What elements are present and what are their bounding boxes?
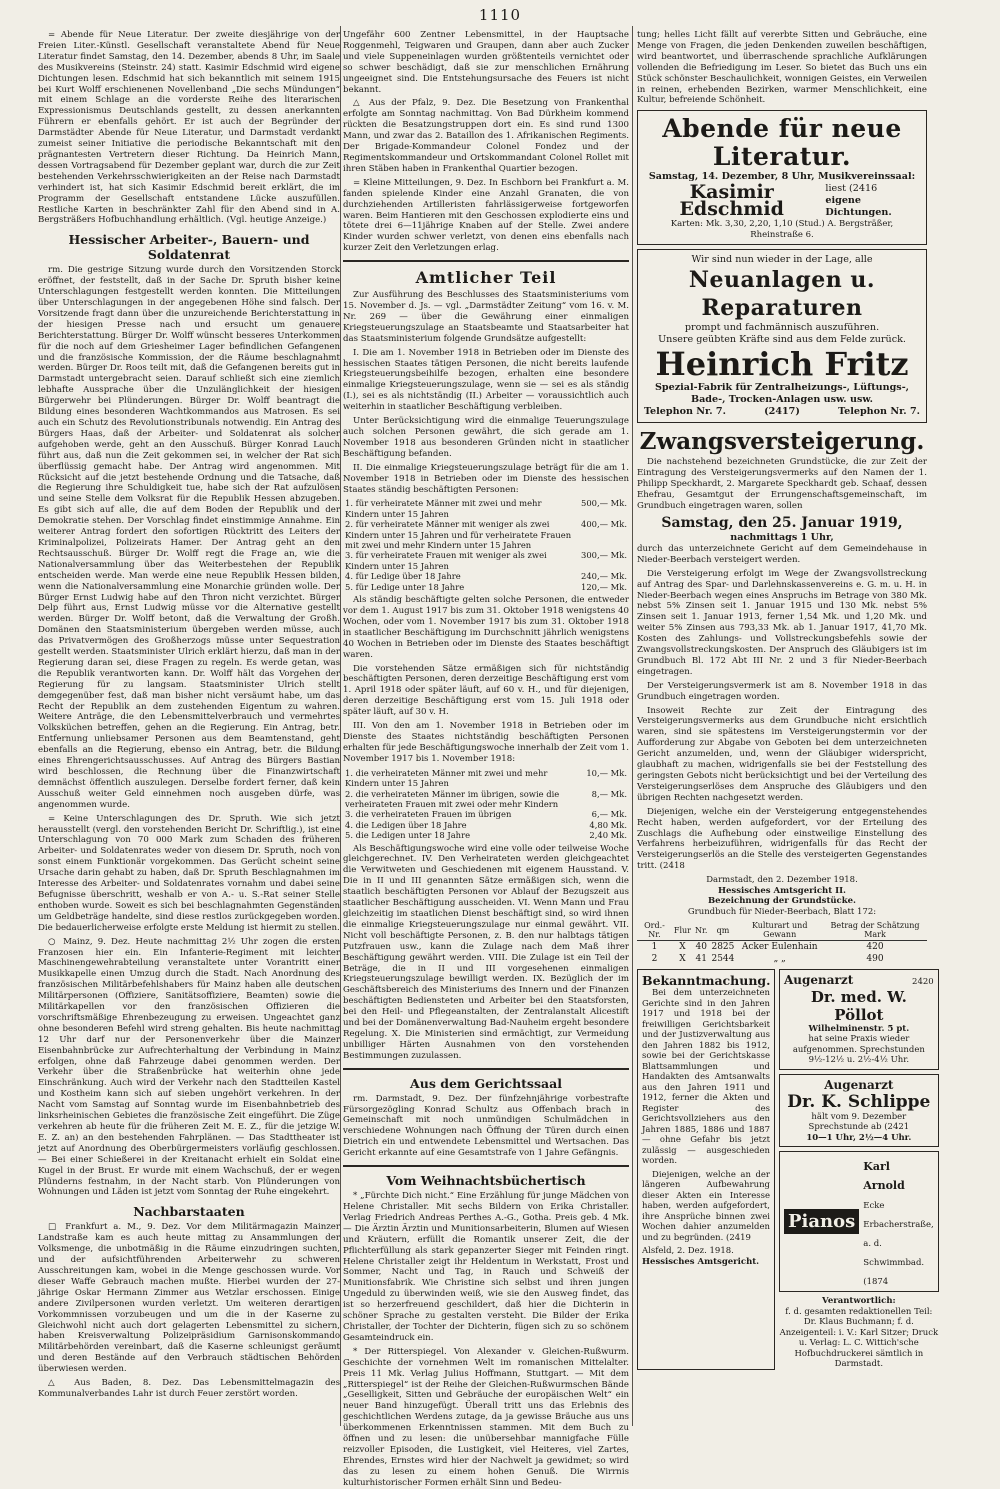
table-row: 5. für Ledige unter 18 Jahre 120,— Mk. bbox=[345, 581, 627, 592]
ad-literature-evening bbox=[637, 110, 927, 245]
ad-text: Diejenigen, welche an der längeren Aufbewahrung dieser Akten ein Interesse haben, werden aufgefordert, ihre Ansprüche binnen zwei Wochen dahier anzumelden und zu begründen. (2419 bbox=[642, 1169, 770, 1243]
article-pfalz: △ Aus der Pfalz, 9. Dez. Die Besetzung von Frankenthal erfolgte am Sonntag nachmittag. Von Bad Dürkheim kommend rückten die Besatzungstruppen dort ein. Es sind rund 1300 Mann, und zwar das 2. Bataillon des 1. Afrikanischen Regiments. Der Brigade-Kommandeur Colonel Fondez und der Regimentskommandeur und Ortskommandant Colonel Rollet mit ihren Stäben haben in Frankenthal Quartier bezogen. bbox=[343, 98, 629, 174]
article-spruth: = Keine Unterschlagungen des Dr. Spruth. Wie sich jetzt herausstellt (vergl. den vorstehenden Bericht Dr. Schriftlig.), ist eine Unterschlagung von 70 000 Mark zum Schaden des früheren Arbeiter- und Soldatenrates weder von diesem Dr. Spruth, noch von sonst einem Funktionär vorgekommen. Das Gerücht scheint seine Ursache darin gehabt zu haben, daß Dr. Spruth Beschlagnahmen im Interesse des Arbeiter- und Soldatenrates vornahm und dabei seine Befugnisse überschritt, weshalb er von A.- u. S.-Rat seiner Stelle enthoben wurde. Soweit es sich bei beschlagnahmten Gegenständen um Geldbeträge handelte, sind diese restlos zurückgegeben worden. Die bedauerlicherweise erfolgte erste Meldung ist hiermit zu stellen. bbox=[38, 813, 340, 933]
ad-phone: Telephon Nr. 7. bbox=[644, 406, 726, 418]
pianos-label: Pianos bbox=[784, 1209, 859, 1234]
ad-grundbuch: Grundbuch für Nieder-Beerbach, Blatt 172: bbox=[687, 906, 877, 917]
ad-text: durch das unterzeichnete Gericht auf dem Gemeindehause in Nieder-Beerbach versteigert werden. bbox=[637, 543, 927, 565]
table-row: 2 X 41 2544 „ „ 490 bbox=[651, 954, 884, 965]
page-number: 1110 bbox=[478, 6, 522, 24]
doctor-address: Wilhelminenstr. 5 pt. bbox=[808, 1023, 910, 1034]
table-row: 2. die verheirateten Männer im übrigen, sowie die verheirateten Frauen mit zwei oder mehr Kindern 8,— Mk. bbox=[345, 788, 627, 809]
ad-title: Augenarzt bbox=[824, 1077, 894, 1092]
plot-table: Ord.-Nr. Flur Nr. qm Kulturart und Gewann Betrag der Schätzung Mark 1 X 40 2825 Acker Eulenhain 420 2 X 41 2544 „ „ 490 bbox=[637, 920, 927, 965]
ad-title: Bekanntmachung. bbox=[642, 973, 771, 989]
imprint bbox=[779, 1296, 939, 1370]
auction-time: nachmittags 1 Uhr, bbox=[730, 531, 834, 543]
article-court: rm. Darmstadt, 9. Dez. Der fünfzehnjährige vorbestrafte Fürsorgezögling Konrad Schultz aus Offenbach brach in Gemeinschaft mit noch unmündigen Schulmädchen in verschiedene Wohnungen nach Öffnung der Türen durch einen Dietrich ein und entwendete Lebensmittel und Wertsachen. Das Gericht erkannte auf eine Gesamtstrafe von 1 Jahre Gefängnis. bbox=[343, 1093, 629, 1159]
ad-augenarzt-schlippe bbox=[779, 1074, 939, 1148]
ad-bekanntmachung bbox=[637, 969, 775, 1370]
book-review-2: * Der Ritterspiegel. Von Alexander v. Gleichen-Rußwurm. Geschichte der vornehmen Welt im romanischen Mittelalter. Preis 11 Mk. Verlag Julius Hoffmann, Stuttgart. — Mit dem „Ritterspiegel“ ist der Reihe der Gleichen-Rußwurmschen Bände „Geselligkeit, Sitten und Gebräuche der europäischen Welt“ ein neuer Band hinzugefügt. Überall tritt uns das Erlebnis des geschichtlichen Werdens zutage, da ja gewisse Bräuche aus uns überkommenen Erkenntnissen stammen. Mit dem Buch zu öffnen und zu lesen: die unübersehbar mannigfache Fülle reizvoller Episoden, die Lustigkeit, viel Heiteres, viel Zartes, Ehrendes, Ernstes wird hier der Nachwelt ja gewidmet; so wird das zu lesen zu einem hohen Genuß. Die Wirrnis kulturhistorischer Formen erhält Sinn und Bedeu- bbox=[343, 1346, 629, 1488]
table-row: 3. die verheirateten Frauen im übrigen 6,— Mk. bbox=[345, 809, 627, 820]
ad-specialty: Spezial-Fabrik für Zentralheizungs-, Lüftungs-, Bade-, Trocken-Anlagen usw. usw. bbox=[654, 382, 910, 406]
column-2 bbox=[343, 30, 630, 1488]
column-divider bbox=[632, 26, 633, 1426]
table-row: 4. für Ledige über 18 Jahre 240,— Mk. bbox=[345, 571, 627, 582]
ad-subheading: Bezeichnung der Grundstücke. bbox=[707, 896, 856, 907]
bottom-ads bbox=[637, 969, 939, 1370]
table-row: 5. die Ledigen unter 18 Jahre 2,40 Mk. bbox=[345, 830, 627, 841]
ad-company-name: Heinrich Fritz bbox=[655, 345, 909, 384]
article-baden: △ Aus Baden, 8. Dez. Das Lebensmittelmagazin des Kommunalverbandes Lahr ist durch Feuer zerstört worden. bbox=[38, 1378, 340, 1399]
ad-title: Augenarzt bbox=[784, 973, 854, 988]
section-rule bbox=[343, 1068, 629, 1070]
ad-code: (2417) bbox=[764, 406, 800, 418]
section-rule bbox=[343, 1165, 629, 1167]
rates-table-permanent bbox=[343, 498, 629, 592]
ad-text: Der Versteigerungsvermerk ist am 8. November 1918 in das Grundbuch eingetragen worden. bbox=[637, 680, 927, 702]
heading-nachbarstaaten: Nachbarstaaten bbox=[133, 1204, 245, 1220]
column-1 bbox=[38, 30, 340, 1422]
ad-intro: Wir sind nun wieder in der Lage, alle bbox=[691, 254, 873, 266]
official-section-1: I. Die am 1. November 1918 in Betrieben oder im Dienste des hessischen Staates tätigen Personen, die nicht bereits laufende Kriegsteuerungsbeihilfe bezogen, erhalten eine besondere einmalige Kriegsteuerungszulage, wenn sie — sei es als ständig (I.), sei es als nichtständig (II.) Arbeiter — voraussichtlich auch weiterhin in staatlicher Beschäftigung verbleiben. bbox=[343, 347, 629, 413]
official-sections-4-10: Als Beschäftigungswoche wird eine volle oder teilweise Woche gleichgerechnet. IV. Den Verheirateten werden gleichgeachtet die Verwitweten und Geschiedenen mit eigenem Hausstand. V. Die in II und III genannten Sätze ermäßigen sich, wenn die staatlich beschäftigten Personen vor Ablauf der Bezugszeit aus staatlicher Beschäftigung ausscheiden. VI. Wenn Mann und Frau gleichzeitig im staatlichen Dienst beschäftigt sind, so wird ihnen die einmalige Kriegsteuerungszulage nur einmal gewährt. VII. Nicht voll beschäftigte Personen, z. B. den nur halbtags tätigen Putzfrauen usw., kann die Zulage nach dem Maß ihrer Beschäftigung gewährt werden. VIII. Die Zulage ist ein Teil der Beträge, die in II und III vorgesehenen einmaligen Kriegsteuerungszulage bewilligt werden. IX. Bezüglich der im Geschäftsbereich des Ministeriums des Innern und der Finanzen beschäftigten Bediensteten und Arbeiter bei den Staatsforsten, bei den Heil- und Pflegeanstalten, der Zentralanstalt Alicestift und bei der Domänenverwaltung Bad-Nauheim ergeht besondere Regelung. X. Die Ministerien sind ermächtigt, zur Vermeidung unbilliger Härten Ausnahmen von den vorstehenden Bestimmungen zuzulassen. bbox=[343, 843, 629, 1061]
heading-amtlicher-teil: Amtlicher Teil bbox=[415, 268, 557, 288]
ad-line: Unsere geübten Kräfte sind aus dem Felde zurück. bbox=[658, 334, 906, 346]
ad-reads: liest (2416 bbox=[825, 183, 878, 195]
book-review-1: * „Fürchte Dich nicht.“ Eine Erzählung für junge Mädchen von Helene Christaller. Mit sechs Bildern von Erika Christaller. Verlag Friedrich Andreas Perthes A.-G., Gotha. Preis geb. 4 Mk. — Die Ärztin Ärztin und Munitionsarbeiterin, Blumen auf Wiesen und Kräutern, erfüllt die Romantik unserer Zeit, die der Pflichterfüllung als stark gepanzerter Sieger mit Feinden ringt. Helene Christaller zeigt ihr Heldentum in Werkstatt, Frost und Sommer, Nacht und Tag, in Rauch und Schweiß der Munitionsfabrik. Wie Christine sich selbst und ihren jungen Ungeduld zu überwinden weiß, wie sie den Ausweg findet, das ist so herzerfreuend geschildert, daß hier die Dichterin in schöner Sprache zu gestalten versteht. Die Bilder der Erika Christaller, der Tochter der Dichterin, fügen sich zu so schönem Gesamteindruck ein. bbox=[343, 1191, 629, 1343]
official-section-2: II. Die einmalige Kriegsteuerungszulage beträgt für die am 1. November 1918 in Betrieben oder im Dienste des hessischen Staates ständig beschäftigten Personen: bbox=[343, 462, 629, 495]
heading-gerichtssaal: Aus dem Gerichtssaal bbox=[410, 1075, 562, 1091]
official-section-1b: Unter Berücksichtigung wird die einmalige Teuerungszulage auch solchen Personen gewährt, die sich gerade am 1. November 1918 aus besonderen Gründen nicht in staatlicher Beschäftigung befanden. bbox=[343, 416, 629, 459]
article-baden-cont: Ungefähr 600 Zentner Lebensmittel, in der Hauptsache Roggenmehl, Teigwaren und Graupen, dann aber auch Zucker und viele Suppeneinlagen wurden größtenteils vernichtet oder so schwer beschädigt, daß sie zur menschlichen Ernährung ungeeignet sind. Die Entstehungsursache des Feuers ist nicht bekannt. bbox=[343, 30, 629, 95]
rates-table-weekly bbox=[343, 768, 629, 841]
ad-augenarzt-poellot bbox=[779, 969, 939, 1070]
ad-phone: Telephon Nr. 7. bbox=[838, 406, 920, 418]
table-row: 2. für verheiratete Männer mit weniger als zwei Kindern unter 15 Jahren und für verheiratete Frauen mit zwei und mehr Kindern unter 15 Jahren 400,— Mk. bbox=[345, 519, 627, 551]
imprint-text: f. d. gesamten redaktionellen Teil: Dr. Klaus Buchmann; f. d. Anzeigenteil: i. V.: Karl Sitzer; Druck u. Verlag: L. C. Wittich'sche Hofbuchdruckerei sämtlich in Darmstadt. bbox=[779, 1306, 939, 1370]
ad-title: Neuanlagen u. Reparaturen bbox=[688, 267, 876, 322]
doctor-note: hält vom 9. Dezember Sprechstunde ab (2421 bbox=[808, 1111, 910, 1133]
ad-text: Die Versteigerung erfolgt im Wege der Zwangsvollstreckung auf Antrag des Spar- und Darlehnskassenvereins e. G. m. u. H. in Nieder-Beerbach wegen eines Anspruchs im Betrage von 380 Mk. nebst 5% Zinsen seit 1. Januar 1915 und 130 Mk. nebst 5% Zinsen seit 1. Januar 1913, ferner 1,54 Mk. und 1,20 Mk. und weiter 5% Zinsen aus 793,33 Mk. ab 1. Januar 1917, 41,70 Mk. Kosten des Zahlungs- und Vollstreckungsbefehls sowie der Zwangsvollstreckungskosten. Der Anspruch des Gläubigers ist im Grundbuch Bl. 172 Abt III Nr. 2 und 3 für Nieder-Beerbach eingetragen. bbox=[637, 568, 927, 677]
table-row: 4. die Ledigen über 18 Jahre 4,80 Mk. bbox=[345, 819, 627, 830]
ad-court: Hessisches Amtsgericht. bbox=[642, 1256, 760, 1267]
ad-works: eigene Dichtungen. bbox=[825, 195, 892, 219]
table-row: 3. für verheiratete Frauen mit weniger als zwei Kindern unter 15 Jahren 300,— Mk. bbox=[345, 550, 627, 571]
article-kleine-mitteilungen: = Kleine Mitteilungen, 9. Dez. In Eschborn bei Frankfurt a. M. fanden spielende Kinder eine Anzahl Granaten, die von durchziehenden Artilleristen fahrlässigerweise fortgeworfen waren. Beim Hantieren mit den Geschossen explodierte eins und tötete drei 6—11jährige Knaben auf der Stelle. Zwei andere Kinder wurden schwer verletzt, von denen eins ebenfalls nach kurzer Zeit den Verletzungen erlag. bbox=[343, 177, 629, 254]
auction-date: Samstag, den 25. Januar 1919, bbox=[661, 514, 903, 531]
table-row: 1 X 40 2825 Acker Eulenhain 420 bbox=[651, 942, 884, 953]
article-frankfurt: □ Frankfurt a. M., 9. Dez. Vor dem Militärmagazin Mainzer Landstraße kam es auch heute mittag zu Ansammlungen der Volksmenge, die unbotmäßig in die Räume einzudringen suchten, und der aufsichtführenden Arbeiterwehr zu schweren Ausschreitungen kam, wobei in die Menge geschossen wurde. Vor dieser Waffe Gebrauch machen mußte. Hierbei wurden der 27-jährige Oskar Hermann Zimmer aus Wetzlar erschossen. Einige andere Zivilpersonen wurden verletzt. Um weiteren derartigen Vorkommnissen vorzubeugen und um die in der Kaserne zu Gleichwohl nicht auch dort gelagerten Lebensmittel zu sichern, haben Kreisverwaltung Polizeipräsidium Garnisonskommando Militärbehörden vereinbart, daß die Kaserne schleunigst geräumt und deren Bestände auf den Verbrauch städtischen Behörden überwiesen werden. bbox=[38, 1222, 340, 1375]
doctor-name: Dr. med. W. Pöllot bbox=[810, 987, 907, 1024]
heading-soldatenrat: Hessischer Arbeiter-, Bauern- und Soldatenrat bbox=[68, 232, 310, 263]
ad-author: Kasimir Edschmid bbox=[679, 181, 784, 221]
ad-text: Die nachstehend bezeichneten Grundstücke, die zur Zeit der Eintragung des Versteigerungsvermerks auf den Namen der 1. Philipp Speckhardt, 2. Margarete Speckhardt geb. Schaaf, dessen Ehefrau, Gesamtgut der Errungenschaftsgemeinschaft, im Grundbuch eingetragen waren, sollen bbox=[637, 457, 927, 511]
ad-court: Hessisches Amtsgericht II. bbox=[717, 885, 847, 896]
official-reduction: Die vorstehenden Sätze ermäßigen sich für nichtständig beschäftigten Personen, deren derzeitige Beschäftigung erst vom 1. April 1918 oder später läuft, auf 60 v. H., und für diejenigen, deren derzeitige Beschäftigung erst vom 15. Juli 1918 oder später läuft, auf 30 v. H. bbox=[343, 663, 630, 718]
heading-weihnachtsbuecher: Vom Weihnachtsbüchertisch bbox=[386, 1173, 586, 1189]
column-3 bbox=[637, 30, 939, 1422]
ad-line: prompt und fachmännisch auszuführen. bbox=[684, 322, 880, 334]
piano-dealer-address: Ecke Erbacherstraße, a. d. Schwimmbad. (1874 bbox=[863, 1201, 934, 1288]
right-ad-stack bbox=[779, 969, 939, 1370]
article-mainz: ○ Mainz, 9. Dez. Heute nachmittag 2½ Uhr zogen die ersten Franzosen hier ein. Ein Infanterie-Regiment mit leichter Maschinengewehrabteilung veranstaltete unter Vorantritt einer Musikkapelle einen Umzug durch die Stadt. Nach Anordnung des französischen Militärbefehlshabers für Mainz haben alle deutschen Militärpersonen (Offiziere, Sanitätsoffiziere, Beamten) sowie die Militärkapellen vor den französischen Offizieren die vorschriftsmäßige Ehrenbezeugung zu erweisen. Ungeachtet ganz ohne besonderen Befehl wird streng gehalten. Bis heute nachmittag 12 Uhr darf nur der Personenverkehr über die Mainzer Eisenbahnbrücke zur Aufrechterhaltung der Verbindung in Mainz erfolgen, ohne daß Fahrzeuge dabei genommen werden. Der Verkehr über die Straßenbrücke hat weiterhin ohne jede Einschränkung. Auch wird der Verkehr nach den Stadtteilen Kastel und Kostheim kann sich auf sieben ungehört verkehren. In der Nacht vom Samstag auf Sonntag wurde im Eisenbahnbetrieb des linksrheinischen Gebietes die französische Zeit eingeführt. Die Züge verkehren ab heute für die früheren Zeit M. E. Z., für die jetzige W. E. Z. an) an den bestehenden Fahrplänen. — Das Stadttheater ist jetzt auf Anordnung des Oberbürgermeisters vorläufig geschlossen. — Bei einer Schießerei in der Kreitanacht erhielt ein Soldat eine Kugel in der Brust. Er wurde mit einem Wachschuß, der er wegen Plünderns festnahm, in der Nacht starb. Von Plünderungen von Wohnungen und Läden ist jetzt vom Sonntag der Ruhe eingekehrt. bbox=[38, 936, 340, 1198]
ad-text: Bei dem unterzeichneten Gerichte sind in den Jahren 1917 und 1918 bei der freiwilligen Gerichtsbarkeit und der Justizverwaltung aus den Jahren 1882 bis 1912, sowie bei der Gerichtskasse Blattsammlungen und Handakten des Amtsanwalts aus den Jahren 1911 und 1912, ferner die Akten und Register des Gerichtsvollziehers aus den Jahren 1885, 1886 und 1887 — ohne Gefahr bis jetzt zulässig — ausgeschieden worden. bbox=[642, 988, 770, 1167]
imprint-title: Verantwortlich: bbox=[822, 1296, 896, 1307]
ad-place-date: Alsfeld, 2. Dez. 1918. bbox=[642, 1246, 734, 1257]
doctor-name: Dr. K. Schlippe bbox=[787, 1091, 931, 1112]
official-section-3: III. Von den am 1. November 1918 in Betrieben oder im Dienste des Staates nichtständig beschäftigten Personen erhalten für jede Beschäftigungswoche innerhalb der Zeit vom 1. November 1917 bis 1. November 1918: bbox=[343, 721, 629, 764]
piano-dealer-name: Karl Arnold bbox=[863, 1160, 905, 1193]
table-row: 1. für verheiratete Männer mit zwei und mehr Kindern unter 15 Jahren 500,— Mk. bbox=[345, 498, 627, 519]
ad-text: Diejenigen, welche ein der Versteigerung entgegenstehendes Recht haben, werden aufgefordert, vor der Erteilung des Zuschlags die Aufhebung oder einstweilige Einstellung des Verfahrens herbeizuführen, widrigenfalls für das Recht der Versteigerungserlös an die Stelle des versteigerten Gegenstandes tritt. (2418 bbox=[637, 806, 927, 872]
ad-place-date: Darmstadt, den 2. Dezember 1918. bbox=[706, 875, 858, 886]
doctor-hours: hat seine Praxis wieder aufgenommen. Sprechstunden 9½-12½ u. 2½-4½ Uhr. bbox=[792, 1034, 925, 1066]
doctor-hours: 10—1 Uhr, 2½—4 Uhr. bbox=[806, 1132, 912, 1143]
ad-title: Abende für neue Literatur. bbox=[662, 114, 902, 172]
book-review-2-cont: tung; helles Licht fällt auf vererbte Sitten und Gebräuche, eine Menge von Fragen, die jeden Denkenden zuweilen beschäftigen, wird beantwortet, und überraschende sprachliche Aufklärungen vollenden die Befriedigung im Leser. So bietet das Buch uns ein Stück schönster Beschaulichkeit, wonnigen Geistes, ein Verweilen in reinen, erhebenden Bezirken, warmer Menschlichkeit, eine Kultur, befreiende Schönheit. bbox=[637, 30, 927, 106]
ad-code: 2420 bbox=[912, 977, 934, 988]
ad-heinrich-fritz bbox=[637, 249, 927, 423]
official-intro: Zur Ausführung des Beschlusses des Staatsministeriums vom 15. November d. Js. — vgl. „Darmstädter Zeitung“ vom 16. v. M. Nr. 269 — über die Gewährung einer einmaligen Kriegsteuerungszulage an Staatsbeamte und Staatsarbeiter hat das Staatsministerium folgende Grundsätze aufgestellt: bbox=[343, 290, 629, 344]
ad-zwangsversteigerung bbox=[637, 427, 927, 965]
section-rule bbox=[343, 260, 629, 262]
article-soldatenrat: rm. Die gestrige Sitzung wurde durch den Vorsitzenden Storck eröffnet, der feststellt, daß in der Sache Dr. Spruth bisher keine Unterschlagungen festgestellt werden konnten. Die Mitteilungen über Unterschlagungen in der angegebenen Höhe sind falsch. Der Vorsitzende fragt dann über die unzureichende Berichterstattung in der hiesigen Presse nach und ersucht um genauere Berichterstattung. Bürger Dr. Wolff wünscht besseres Unterkommen für die noch auf dem Griesheimer Lager befindlichen Gefangenen und die französische Kommission, der die Räume beschlagnahmt werden. Bürger Dr. Roos teilt mit, daß die Gefangenen bereits gut in Darmstadt untergebracht seien. Darauf schließt sich eine ziemlich lebhafte Aussprache über die Unzulänglichkeit der hiesigen Bürgerwehr bei Plünderungen. Bürger Dr. Wolff beantragt die Bildung eines besonderen Wachtkommandos aus Matrosen. Es sei auch ein Schutz des Revolutionstribunals notwendig. Ein Antrag des Bürgers Haas, daß der Arbeiter- und Soldatenrat als solcher aufgehoben werde, geht an den Ausschuß. Bürger Konrad Lauch führt aus, daß nun die Zeit gekommen sei, in welcher der Rat sich überflüssig gemacht habe. Der Antrag wird angenommen. Mit Rücksicht auf die jetzt bestehende Ordnung und die Tatsache, daß die Regierung ihre Schuldigkeit tue, habe sich der Rat aufzulösen und seine Stelle dem Volksrat für die Republik Hessen abzugeben. Es gibt sich auf alle, die auf dem Boden der Republik und der Demokratie stehen. Der Vorschlag findet einstimmige Annahme. Ein weiterer Antrag fordert den sofortigen Rücktritt des Leiters der Kriminalpolizei, Polizeirats Hamer. Der Antrag geht an den Rechtsausschuß. Bürger Dr. Wolff regt die Frage an, wie die Nationalversammlung über das Weiterbestehen der Republik entscheiden werde. Man werde eine neue Republik Hessen bilden, wenn die Nationalversammlung eine Monarchie gründen wolle. Der Bürger Ernst Ludwig habe auf den Thron nicht verzichtet. Bürger Delp führt aus, Ernst Ludwig müsse vor die Alternative gestellt werden. Bürger Dr. Wolff betont, daß die Verwaltung der Großh. Domänen den Staatsministerium übergeben werden müsse, auch das Privatvermögen des Großherzogs müsse unter Sequestration gestellt werden. Staatsminister Ulrich erklärt hierzu, daß man in der Regierung daran sei, diese Fragen zu regeln. Es werde getan, was die Republik verantworten kann. Dr. Wolff hält das Vorgehen der Regierung für zu langsam. Staatsminister Ulrich stellt demgegenüber fest, daß man bisher nicht versäumt habe, um das Recht der Republik an dem zustehenden Eigentum zu wahren. Weitere Anträge, die den Lebensmittelverbrauch und vermehrtes Volksküchen betreffen, gehen an die Regierung. Ein Antrag, betr. Entfernung unliebsamer Personen aus dem Beamtenstand, geht ebenfalls an die Regierung, ebenso ein Antrag, betr. die Bildung eines Ehrengerichtsausschusses. Auf Antrag des Bürgers Bastian wird beschlossen, die Rechnung über die Finanzwirtschaft demnächst öffentlich auszulegen. Derselbe fordert ferner, daß kein Ausschuß weiter Geld einnehmen noch ausgeben dürfe, was angenommen wurde. bbox=[38, 265, 340, 810]
ad-text: Insoweit Rechte zur Zeit der Eintragung des Versteigerungsvermerks aus dem Grundbuche nicht ersichtlich waren, sind sie spätestens im Versteigerungstermin vor der Aufforderung zur Abgabe von Geboten bei dem unterzeichneten Gericht anzumelden, und, wenn der Gläubiger widerspricht, glaubhaft zu machen, widrigenfalls sie bei der Feststellung des geringsten Gebots nicht berücksichtigt und bei der Verteilung des Versteigerungserlöses dem Anspruche des Gläubigers und den übrigen Rechten nachgesetzt werden. bbox=[637, 705, 927, 803]
table-row: 1. die verheirateten Männer mit zwei und mehr Kindern unter 15 Jahren 10,— Mk. bbox=[345, 767, 627, 789]
official-permanent-def: Als ständig beschäftigte gelten solche Personen, die entweder vor dem 1. August 1917 bis zum 31. Oktober 1918 wenigstens 40 Wochen, oder vom 1. November 1917 bis zum 31. Oktober 1918 in staatlicher Beschäftigung im Durchschnitt jährlich wenigstens 40 Wochen in Betrieben oder im Dienste des Staates beschäftigt waren. bbox=[343, 595, 629, 660]
ad-pianos-arnold bbox=[779, 1151, 939, 1292]
ad-date: Samstag, 14. Dezember, 8 Uhr, Musikvereinssaal: bbox=[648, 171, 916, 183]
article-literature-evening: = Abende für Neue Literatur. Der zweite diesjährige von der Freien Liter.-Künstl. Gesellschaft veranstaltete Abend für Neue Literatur findet Samstag, den 14. Dezember, abends 8 Uhr, im Saale des Musikvereins (Steinstr. 24) statt. Kasimir Edschmid wird eigene Dichtungen lesen. Edschmid hat sich bekanntlich mit seinem 1915 bei Kurt Wolff erschienenen Novellenband „Die sechs Mündungen“ mit einem Schlage an die vorderste Reihe des literarischen Expressionismus Deutschlands gestellt, zu dessen anerkannten Führern er ebenfalls gehört. Er ist auch der Begründer der Darmstädter Abende für Neue Literatur, und Darmstadt verdankt zumeist seiner Initiative die periodische Bekanntschaft mit den prägnantesten Vertretern dieser Richtung. Da Heinrich Mann, dessen Vortragsabend für Dezember geplant war, durch die zur Zeit bestehenden Verkehrsschwierigkeiten an der Reise nach Darmstadt verhindert ist, hat sich Kasimir Edschmid bereit erklärt, die im Programm der Gesellschaft entstandene Lücke auszufüllen. Restliche Karten in beschränkter Zahl für den Abend sind in A. Bergsträßers Hofbuchhandlung erhältlich. (Vgl. heutige Anzeige.) bbox=[38, 30, 340, 226]
ad-prices: Karten: Mk. 3,30, 2,20, 1,10 (Stud.) A. Bergsträßer, Rheinstraße 6. bbox=[670, 219, 894, 240]
ad-title: Zwangsversteigerung. bbox=[639, 428, 925, 456]
column-divider bbox=[340, 26, 341, 1426]
